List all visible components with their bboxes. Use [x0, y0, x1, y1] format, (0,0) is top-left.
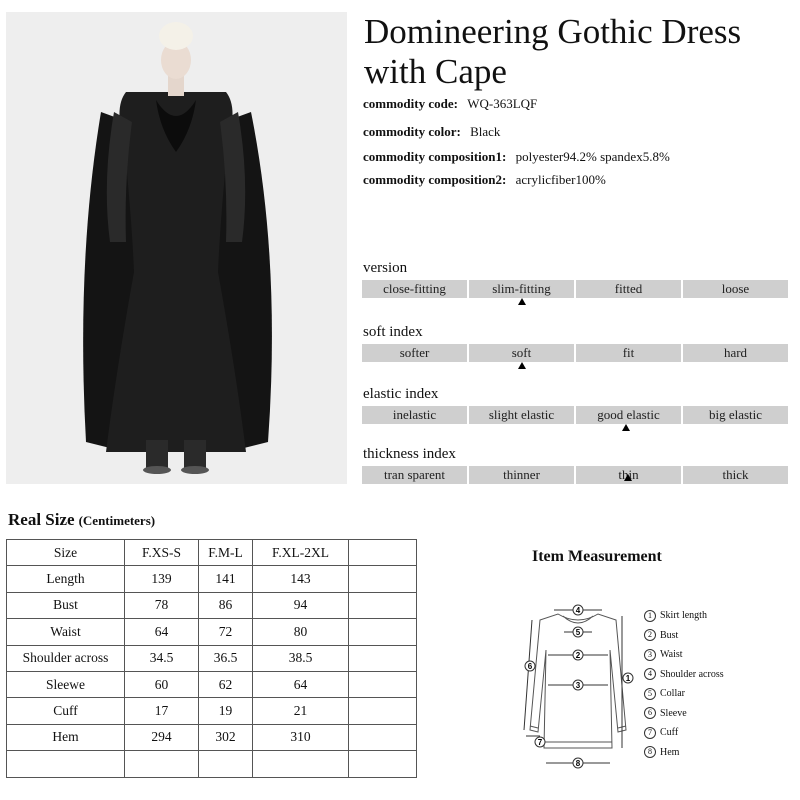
measurement-legend [644, 606, 724, 762]
table-cell [253, 751, 349, 777]
spec-value: WQ-363LQF [467, 96, 538, 111]
table-row [7, 671, 417, 697]
legend-item [644, 704, 724, 724]
table-cell: 17 [125, 698, 199, 724]
soft-index-title: soft index [363, 324, 423, 340]
table-cell: 64 [253, 671, 349, 697]
soft-index-selected-marker-icon [518, 362, 526, 369]
column-header: F.XL-2XL [253, 540, 349, 566]
diagram-label: 8 [575, 759, 581, 768]
soft-index-option: softer [362, 344, 467, 362]
table-cell: 72 [199, 619, 253, 645]
table-cell: 38.5 [253, 645, 349, 671]
elastic-index-option: inelastic [362, 406, 467, 424]
product-title: Domineering Gothic Dress with Cape [364, 12, 742, 91]
column-header: F.XS-S [125, 540, 199, 566]
size-table-heading [8, 510, 155, 530]
table-cell [349, 724, 417, 750]
size-table-title: Real Size [8, 510, 75, 529]
table-cell: 19 [199, 698, 253, 724]
table-cell: 302 [199, 724, 253, 750]
table-cell: Waist [7, 619, 125, 645]
thickness-index-option: thinner [469, 466, 574, 484]
table-cell: 62 [199, 671, 253, 697]
table-cell [349, 645, 417, 671]
table-row [7, 751, 417, 777]
elastic-index-option: big elastic [683, 406, 788, 424]
legend-number: 7 [644, 727, 656, 739]
spec-commodity-color [363, 124, 500, 140]
product-photo [6, 12, 347, 484]
legend-number: 8 [644, 746, 656, 758]
legend-label: Skirt length [660, 610, 707, 621]
legend-item [644, 723, 724, 743]
table-cell: 86 [199, 592, 253, 618]
table-cell: 139 [125, 566, 199, 592]
diagram-label: 2 [575, 651, 581, 660]
table-cell: 294 [125, 724, 199, 750]
legend-item [644, 743, 724, 763]
legend-item [644, 684, 724, 704]
spec-commodity-composition1 [363, 149, 670, 165]
thickness-index-option: thin [576, 466, 681, 484]
table-cell: 143 [253, 566, 349, 592]
size-table-unit: (Centimeters) [78, 513, 156, 528]
diagram-label: 5 [575, 628, 581, 637]
diagram-label: 3 [575, 681, 581, 690]
spec-label: commodity code: [363, 96, 458, 111]
soft-index-scale [362, 344, 788, 362]
table-row [7, 566, 417, 592]
elastic-index-option: slight elastic [469, 406, 574, 424]
spec-value: polyester94.2% spandex5.8% [515, 149, 670, 164]
spec-label: commodity composition1: [363, 149, 507, 164]
spec-commodity-composition2 [363, 172, 606, 188]
table-cell: Length [7, 566, 125, 592]
table-cell: 21 [253, 698, 349, 724]
column-header: Size [7, 540, 125, 566]
legend-label: Hem [660, 746, 680, 758]
soft-index-option: hard [683, 344, 788, 362]
table-cell: 34.5 [125, 645, 199, 671]
thickness-index-selected-marker-icon [624, 474, 632, 481]
garment-measurement-diagram [518, 600, 642, 772]
spec-value: acrylicfiber100% [515, 172, 606, 187]
legend-label: Sleeve [660, 707, 687, 719]
legend-item [644, 665, 724, 685]
legend-number: 2 [644, 629, 656, 641]
thickness-index-scale [362, 466, 788, 484]
table-header-row [7, 540, 417, 566]
legend-label: Waist [660, 649, 683, 660]
legend-label: Shoulder across [660, 668, 724, 680]
legend-item [644, 645, 724, 665]
legend-label: Bust [660, 629, 679, 641]
table-cell [125, 751, 199, 777]
table-cell [349, 751, 417, 777]
table-row [7, 645, 417, 671]
spec-label: commodity composition2: [363, 172, 507, 187]
legend-number: 6 [644, 707, 656, 719]
legend-number: 5 [644, 688, 656, 700]
legend-number: 3 [644, 649, 656, 661]
table-cell [199, 751, 253, 777]
table-cell [349, 698, 417, 724]
soft-index-option: fit [576, 344, 681, 362]
table-cell: 64 [125, 619, 199, 645]
table-cell: Sleewe [7, 671, 125, 697]
table-row [7, 724, 417, 750]
diagram-label: 7 [537, 738, 543, 747]
table-cell: 78 [125, 592, 199, 618]
version-option: loose [683, 280, 788, 298]
table-cell: Shoulder across [7, 645, 125, 671]
table-cell: 36.5 [199, 645, 253, 671]
item-measurement-title: Item Measurement [532, 548, 662, 565]
legend-label: Cuff [660, 727, 679, 738]
diagram-label: 4 [575, 606, 581, 615]
table-cell: 310 [253, 724, 349, 750]
spec-value: Black [470, 124, 501, 139]
version-title: version [363, 260, 408, 276]
version-option: slim-fitting [469, 280, 574, 298]
legend-number: 1 [644, 610, 656, 622]
elastic-index-selected-marker-icon [622, 424, 630, 431]
table-cell: 60 [125, 671, 199, 697]
table-cell [349, 619, 417, 645]
table-cell [349, 671, 417, 697]
size-table [6, 539, 417, 778]
legend-number: 4 [644, 668, 656, 680]
elastic-index-option: good elastic [576, 406, 681, 424]
legend-item [644, 606, 724, 626]
table-cell: Bust [7, 592, 125, 618]
table-cell [349, 566, 417, 592]
model-in-gothic-dress-illustration [6, 12, 347, 484]
table-row [7, 619, 417, 645]
table-cell [349, 592, 417, 618]
legend-item [644, 626, 724, 646]
table-cell: 94 [253, 592, 349, 618]
diagram-label: 6 [527, 662, 533, 671]
spec-commodity-code [363, 96, 537, 112]
table-row [7, 698, 417, 724]
thickness-index-title: thickness index [363, 446, 456, 462]
version-selected-marker-icon [518, 298, 526, 305]
table-cell [7, 751, 125, 777]
column-header: F.M-L [199, 540, 253, 566]
table-row [7, 592, 417, 618]
column-header [349, 540, 417, 566]
table-cell: 80 [253, 619, 349, 645]
thickness-index-option: thick [683, 466, 788, 484]
version-scale [362, 280, 788, 298]
legend-label: Collar [660, 688, 685, 699]
version-option: close-fitting [362, 280, 467, 298]
version-option: fitted [576, 280, 681, 298]
thickness-index-option: tran sparent [362, 466, 467, 484]
elastic-index-scale [362, 406, 788, 424]
table-cell: Hem [7, 724, 125, 750]
soft-index-option: soft [469, 344, 574, 362]
elastic-index-title: elastic index [363, 386, 439, 402]
diagram-label: 1 [625, 674, 631, 683]
table-cell: Cuff [7, 698, 125, 724]
spec-label: commodity color: [363, 124, 461, 139]
table-cell: 141 [199, 566, 253, 592]
